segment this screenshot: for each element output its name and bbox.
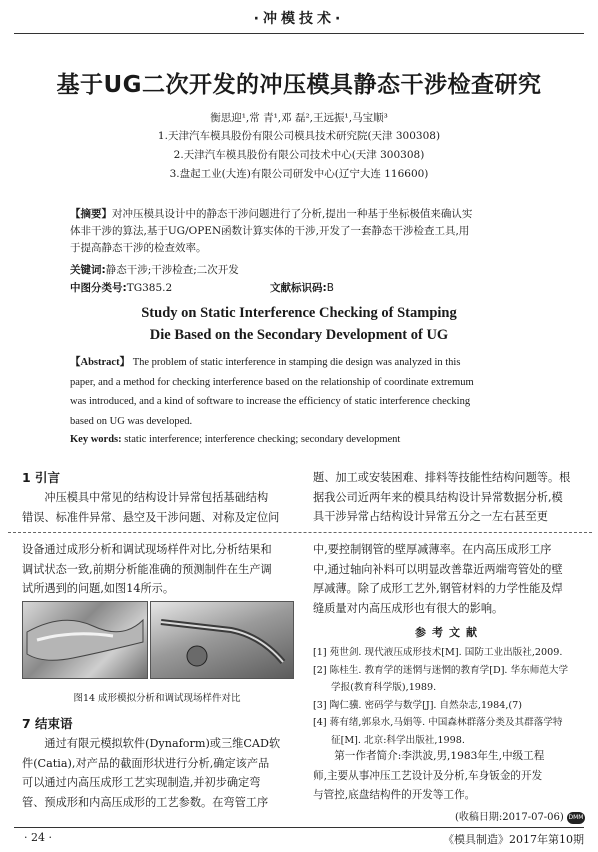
reference-item: [313, 697, 585, 715]
simulation-image: [22, 601, 148, 679]
english-title-line-1: Study on Static Interference Checking of Stamping: [141, 305, 457, 321]
reference-number: [3]: [313, 699, 327, 711]
reference-text: 陈桂生. 教育学的迷惘与迷惘的教育学[D]. 华东师范大学: [329, 664, 569, 676]
received-date: (收稿日期:2017-07-06): [454, 812, 564, 823]
abstract-en-line: was introduced, and a kind of software to increase the efficiency of static interference checking: [70, 396, 471, 407]
right-top-text: [313, 468, 585, 527]
formed-part-shape: [23, 602, 147, 678]
left-bottom-line: 试所遇到的问题,如图14所示。: [22, 582, 175, 595]
reference-text: 学报(教育科学版),1989.: [331, 682, 437, 693]
right-bottom-line: 缝质量对内高压成形也有很大的影响。: [313, 601, 504, 615]
reference-number: [4]: [313, 717, 327, 728]
references-heading: 参考文献: [415, 626, 483, 639]
reference-item: [313, 662, 585, 680]
conclusion-section: [22, 714, 296, 812]
left-bottom-line: 设备通过成形分析和调试现场样件对比,分析结果和: [22, 543, 272, 556]
reference-text: 苑世剑. 现代液压成形技术[M]. 国防工业出版社,2009.: [329, 647, 563, 658]
bio-line: 第一作者简介:李洪波,男,1983年生,中级工程: [334, 750, 545, 762]
conclusion-heading: 7 结束语: [22, 716, 73, 731]
abstract-en-line: The problem of static interference in stamping die design was analyzed in this: [132, 357, 461, 368]
abstract-cn-line: 于提高静态干涉的检查效率。: [70, 242, 207, 254]
left-bottom-text: [22, 540, 296, 599]
right-bottom-line: 中,通过轴向补料可以明显改善靠近两端弯管处的壁: [313, 562, 563, 576]
reference-number: [2]: [313, 664, 327, 676]
right-top-line: 据我公司近两年来的模具结构设计异常数据分析,模: [313, 490, 563, 504]
abstract-en-label: 【Abstract】: [70, 357, 131, 368]
keywords-cn-text: 静态干涉;干涉检查;二次开发: [105, 264, 239, 276]
abstract-cn: [70, 206, 532, 257]
keywords-en: [70, 430, 532, 450]
reference-number: [1]: [313, 647, 327, 658]
right-bottom-text: [313, 540, 585, 618]
trial-part-photo: [150, 601, 294, 679]
reference-item: [313, 714, 585, 732]
reference-text: 陶仁骥. 密码学与数学[J]. 自然杂志,1984,(7): [329, 699, 523, 711]
right-top-line: 题、加工或安装困难、排料等技能性结构问题等。根: [313, 471, 571, 484]
doc-code-label: 文献标识码:B: [270, 282, 334, 294]
keywords-cn-label: 关键词:: [70, 264, 106, 276]
classification-line: [70, 280, 532, 295]
abstract-cn-line: 对冲压模具设计中的静态干涉问题进行了分析,提出一种基于坐标极值来确认实: [112, 208, 473, 220]
intro-section: [22, 468, 292, 527]
conclusion-line: 管、预成形和内高压成形的工艺参数。在弯管工序: [22, 795, 269, 809]
intro-line: 冲压模具中常见的结构设计异常包括基础结构: [44, 491, 269, 504]
footer-rule: [14, 827, 584, 828]
author-list: 衡思迎¹,常 青¹,邓 磊²,王远振¹,马宝顺³: [210, 112, 388, 124]
reference-text: 蒋有绪,郭泉水,马娟等. 中国森林群落分类及其群落学特: [329, 717, 563, 728]
clc-value: TG385.2: [126, 282, 173, 294]
conclusion-line: 件(Catia),对产品的截面形状进行分析,确定该产品: [22, 756, 270, 770]
abstract-cn-line: 体非干涉的算法,基于UG/OPEN函数计算实体的干涉,开发了一套静态干涉检查工具,用: [70, 225, 470, 237]
affiliation-1: 1.天津汽车模具股份有限公司模具技术研究院(天津 300308): [157, 130, 441, 142]
english-title-line-2: Die Based on the Secondary Development of UG: [149, 327, 449, 343]
affiliation-2: 2.天津汽车模具股份有限公司技术中心(天津 300308): [173, 149, 425, 161]
bio-line: 与管控,底盘结构件的开发等工作。: [313, 789, 476, 801]
right-bottom-line: 厚减薄。除了成形工艺外,钢管材料的力学性能及焊: [313, 582, 563, 595]
received-date-line: [313, 808, 585, 824]
conclusion-line: 可以通过内高压成形工艺实现制造,并初步确定弯: [22, 776, 261, 789]
dmm-logo: DMM: [567, 812, 585, 824]
keywords-cn: [70, 262, 532, 277]
right-top-line: 具干涉异常占结构设计异常五分之一左右甚至更: [313, 510, 548, 523]
reference-list: [313, 644, 585, 749]
doc-code-value: B: [326, 282, 334, 294]
tube-part-shape: [151, 602, 293, 678]
clc-label: 中图分类号:: [70, 282, 127, 294]
journal-section-header: ·冲模技术·: [253, 11, 345, 27]
reference-item: [313, 644, 585, 662]
abstract-en-line: paper, and a method for checking interference based on the relationship of coordinate extremum: [70, 376, 474, 388]
figure-14-caption: 图14 成形模拟分析和调试现场样件对比: [73, 693, 241, 704]
reference-text: 征[M]. 北京:科学出版社,1998.: [331, 734, 465, 746]
abstract-en: [70, 353, 532, 431]
header-rule: [14, 33, 584, 34]
abstract-en-line: based on UG was developed.: [70, 415, 193, 427]
author-bio: [313, 747, 585, 806]
bio-line: 师,主要从事冲压工艺设计及分析,车身钣金的开发: [313, 769, 543, 782]
intro-line: 错误、标准件异常、悬空及干涉问题、对称及定位问: [22, 510, 280, 524]
affiliation-3: 3.盘起工业(大连)有限公司研发中心(辽宁大连 116600): [169, 168, 429, 180]
keywords-en-label: Key words:: [70, 434, 122, 445]
right-bottom-line: 中,要控制钢管的壁厚减薄率。在内高压成形工序: [313, 543, 552, 556]
intro-heading: 1 引言: [22, 470, 61, 485]
page-number: · 24 ·: [24, 831, 52, 844]
abstract-cn-label: 【摘要】: [70, 208, 112, 220]
page-split-divider: [8, 532, 592, 533]
keywords-en-text: static interference; interference checking; secondary development: [124, 434, 401, 445]
conclusion-line: 通过有限元模拟软件(Dynaform)或三维CAD软: [44, 737, 281, 750]
journal-issue: 《模具制造》2017年第10期: [443, 833, 584, 846]
paper-title: 基于UG二次开发的冲压模具静态干涉检查研究: [56, 72, 542, 98]
left-bottom-line: 调试状态一致,前期分析能准确的预测制件在生产调: [22, 562, 272, 576]
